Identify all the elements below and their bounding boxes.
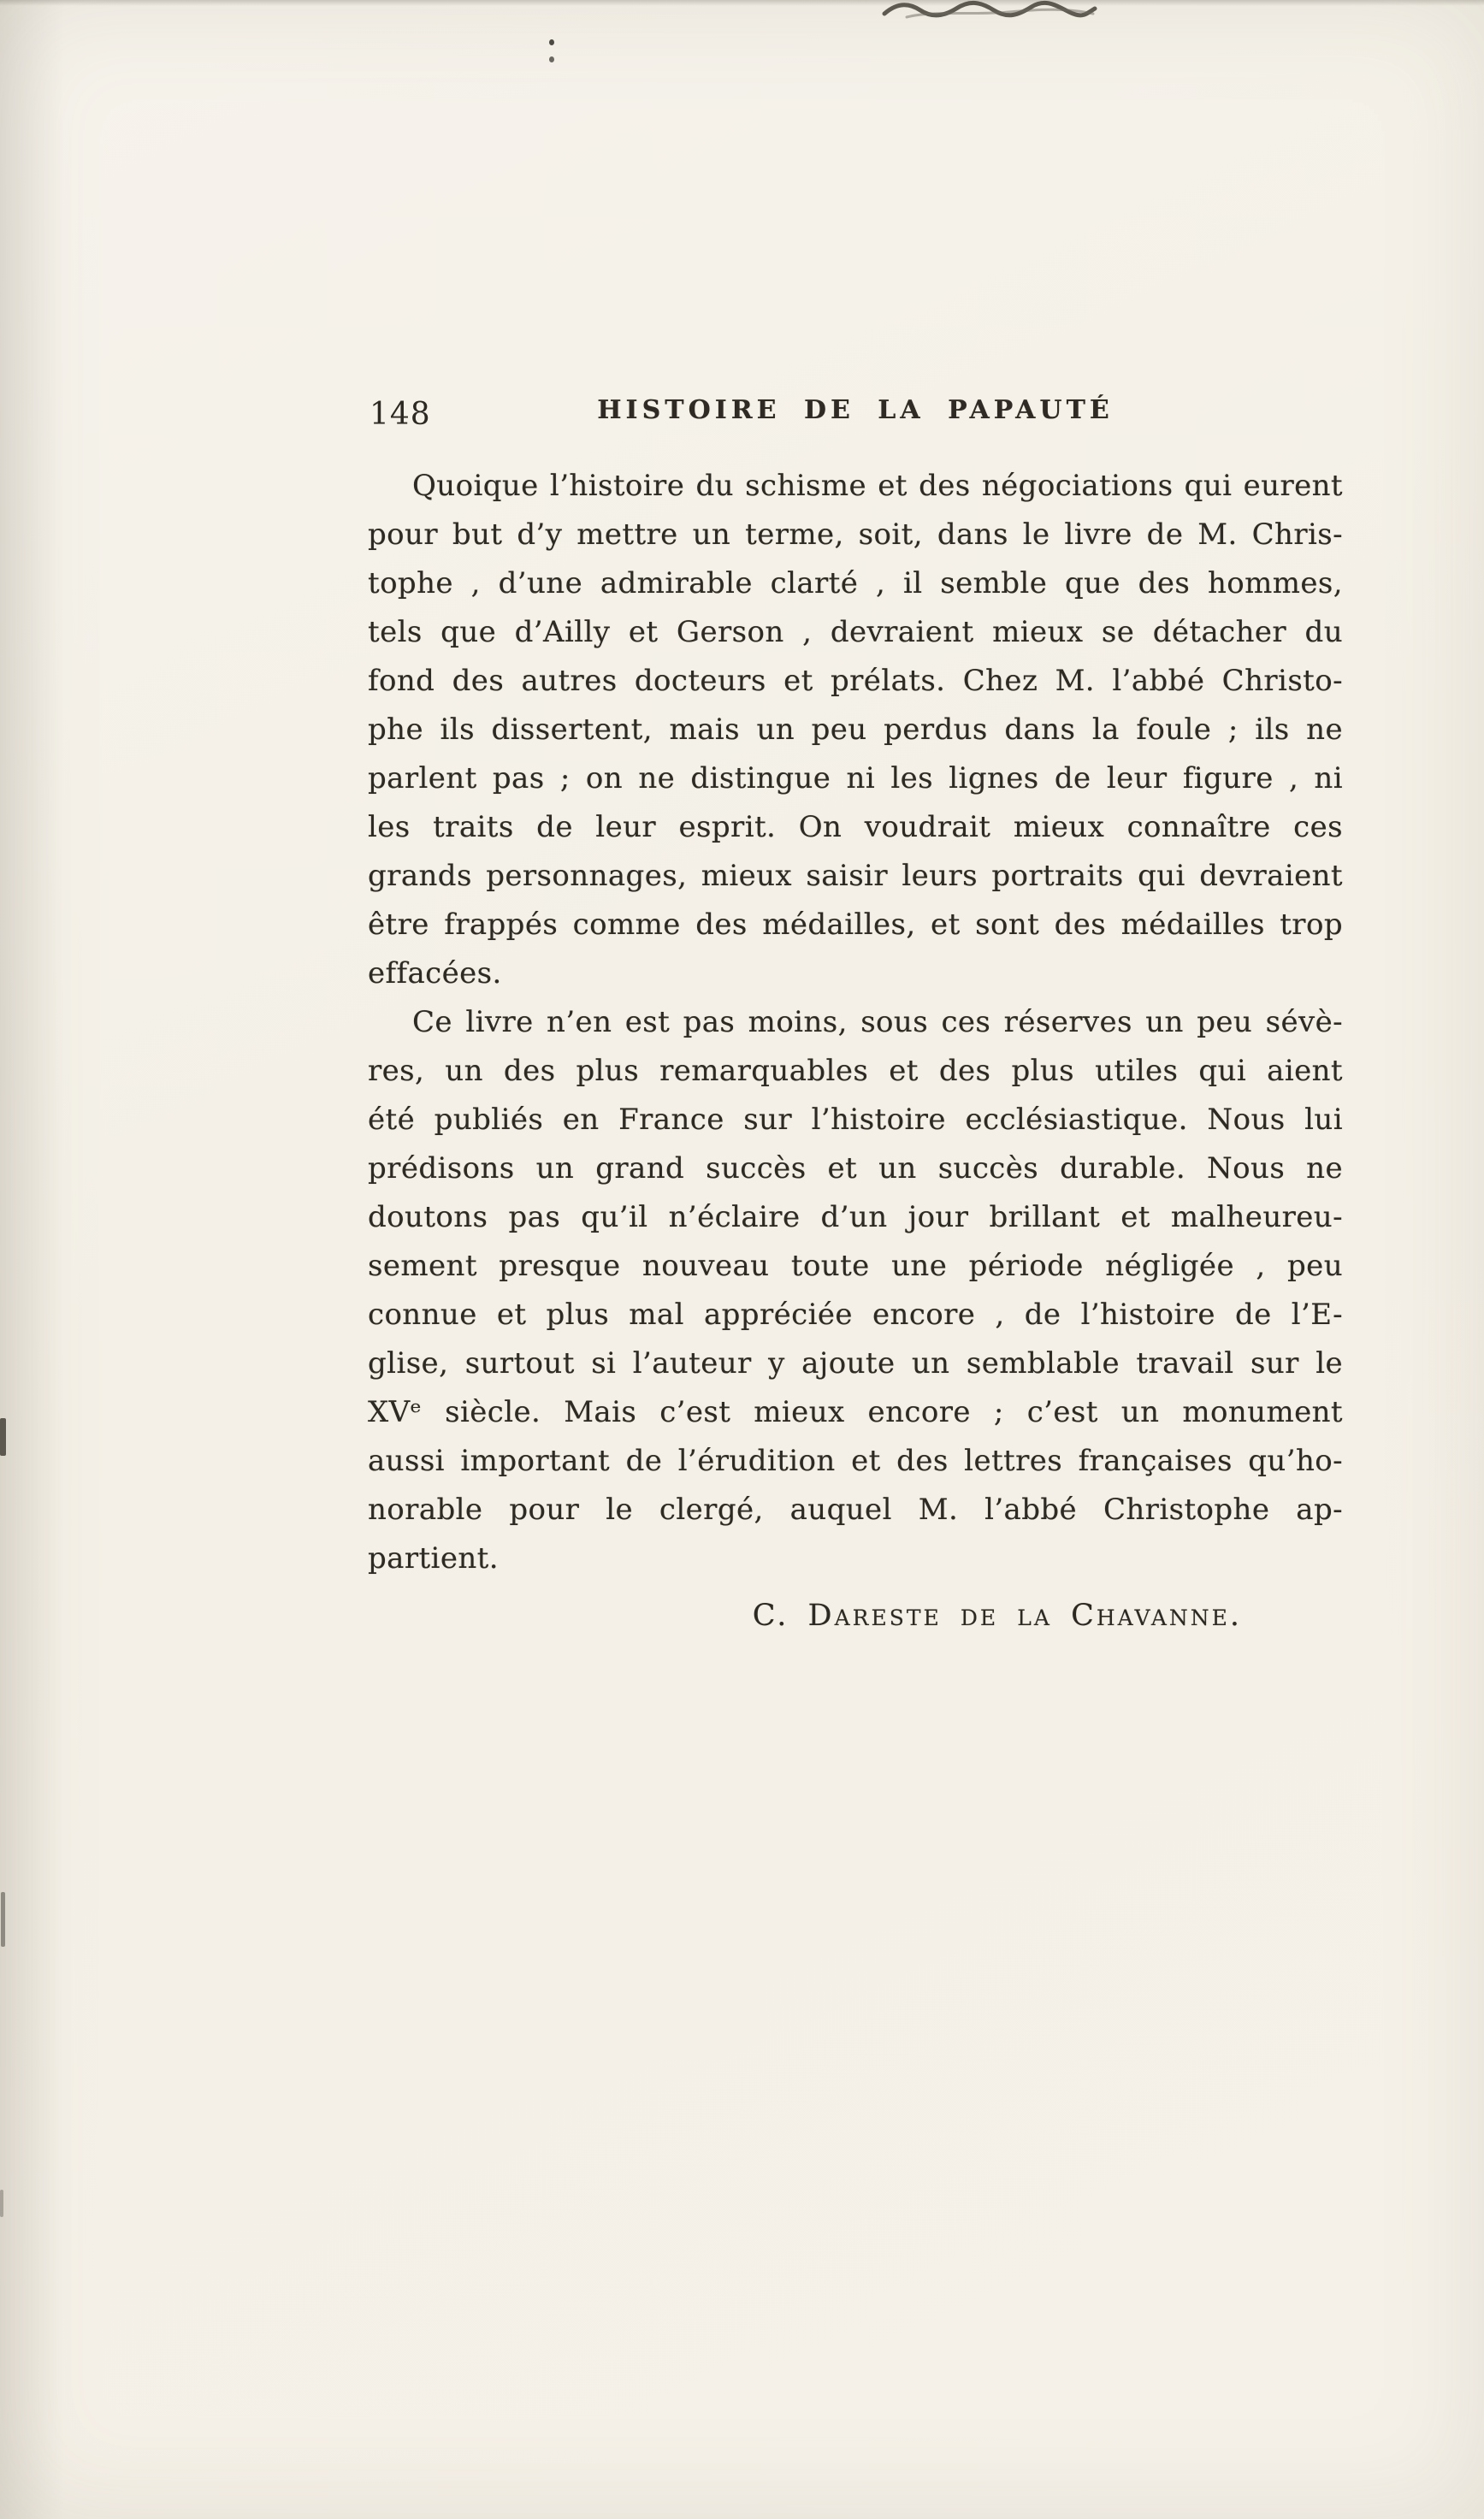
text-line: être frappés comme des médailles, et sont des médailles trop bbox=[368, 908, 1343, 942]
page-header bbox=[368, 395, 1343, 438]
running-title: HISTOIRE DE LA PAPAUTÉ bbox=[597, 395, 1114, 425]
text-line: norable pour le clergé, auquel M. l’abbé Christophe ap- bbox=[368, 1493, 1343, 1527]
text-column bbox=[368, 395, 1343, 1641]
ink-dots-artifact bbox=[549, 39, 556, 65]
text-line: aussi important de l’érudition et des lettres françaises qu’ho- bbox=[368, 1444, 1343, 1478]
text-line: grands personnages, mieux saisir leurs portraits qui devraient bbox=[368, 859, 1343, 893]
text-line: phe ils dissertent, mais un peu perdus dans la foule ; ils ne bbox=[368, 713, 1343, 747]
text-line: prédisons un grand succès et un succès durable. Nous ne bbox=[368, 1151, 1343, 1186]
text-line: les traits de leur esprit. On voudrait mieux connaître ces bbox=[368, 810, 1343, 844]
text-line: tophe , d’une admirable clarté , il semble que des hommes, bbox=[368, 566, 1343, 600]
text-line: parlent pas ; on ne distingue ni les lignes de leur figure , ni bbox=[368, 761, 1343, 795]
text-line: pour but d’y mettre un terme, soit, dans le livre de M. Chris- bbox=[368, 517, 1343, 552]
text-line: glise, surtout si l’auteur y ajoute un semblable travail sur le bbox=[368, 1346, 1343, 1381]
text-line: res, un des plus remarquables et des plus utiles qui aient bbox=[368, 1054, 1343, 1088]
paragraph-1 bbox=[368, 462, 1343, 998]
text-line: sement presque nouveau toute une période négligée , peu bbox=[368, 1249, 1343, 1283]
page-edge-mark bbox=[0, 1418, 6, 1456]
text-line: fond des autres docteurs et prélats. Chez M. l’abbé Christo- bbox=[368, 664, 1343, 698]
ink-smudge-artifact bbox=[881, 0, 1099, 22]
page-edge-mark bbox=[0, 2190, 3, 2217]
text-line: Quoique l’histoire du schisme et des négociations qui eurent bbox=[412, 469, 1343, 503]
signature: C. Dareste de la Chavanne. bbox=[752, 1599, 1242, 1633]
text-line: connue et plus mal appréciée encore , de l’histoire de l’E- bbox=[368, 1298, 1343, 1332]
text-line: été publiés en France sur l’histoire ecclésiastique. Nous lui bbox=[368, 1103, 1343, 1137]
text-line: Ce livre n’en est pas moins, sous ces réserves un peu sévè- bbox=[412, 1005, 1343, 1039]
text-line: effacées. bbox=[368, 956, 502, 990]
text-line: tels que d’Ailly et Gerson , devraient mieux se détacher du bbox=[368, 615, 1343, 649]
text-line: doutons pas qu’il n’éclaire d’un jour brillant et malheureu- bbox=[368, 1200, 1343, 1234]
text-line: partient. bbox=[368, 1541, 499, 1576]
text-line: XVᵉ siècle. Mais c’est mieux encore ; c’est un monument bbox=[368, 1395, 1343, 1429]
paragraph-2 bbox=[368, 998, 1343, 1583]
page-number: 148 bbox=[370, 397, 431, 432]
page-edge-mark bbox=[1, 1892, 5, 1947]
